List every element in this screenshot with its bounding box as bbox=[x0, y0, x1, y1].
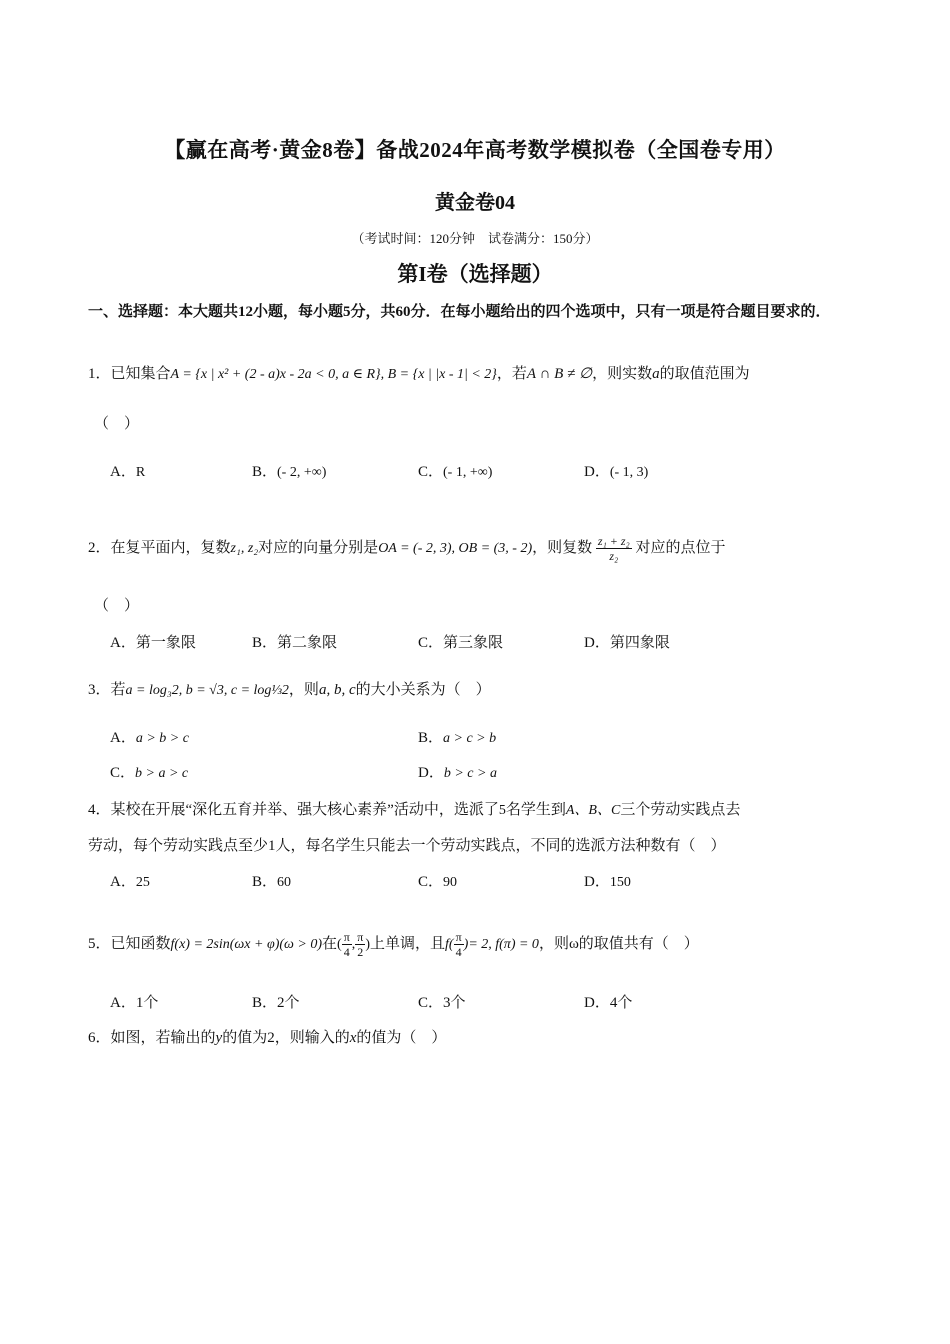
option-b[interactable]: B．第二象限 bbox=[252, 635, 338, 651]
exam-info: （考试时间：120分钟 试卷满分：150分） bbox=[351, 231, 599, 246]
question-5-stem: 5．已知函数f(x) = 2sin(ωx + φ)(ω > 0)在( $\frac{\pi}{4}$ , $\frac{\pi}{2}$ )上单调，且f( $\frac{\pi}{4}$ )= 2, f(π) = 0，则ω的取值共有（ ） bbox=[88, 930, 699, 959]
function-formula: f(x) = 2sin(ωx + φ)(ω > 0) bbox=[170, 936, 323, 952]
question-number: 5． bbox=[88, 935, 111, 952]
option-a[interactable]: A．25 bbox=[110, 874, 150, 890]
option-c[interactable]: C．b > a > c bbox=[110, 765, 189, 781]
sub-title: 黄金卷04 bbox=[435, 192, 515, 214]
set-b-formula: , B = {x | |x - 1| < 2} bbox=[380, 367, 497, 382]
option-d[interactable]: D．4个 bbox=[584, 995, 633, 1011]
complex-fraction: $\frac{\text{z₁ + z₂}}{\text{z₂}}$ bbox=[597, 534, 630, 563]
option-c[interactable]: C．第三象限 bbox=[418, 635, 504, 651]
question-1-stem: 1．已知集合A = {x | x² + (2 - a)x - 2a < 0, a ∈ R}, B = {x | |x - 1| < 2}，若A ∩ B ≠ ∅，则实数a的取值范围为 bbox=[88, 366, 750, 382]
interval-left-fraction: $\frac{\pi}{4}$ bbox=[343, 930, 350, 959]
option-d[interactable]: D．b > c > a bbox=[418, 765, 497, 781]
option-a[interactable]: A．R bbox=[110, 464, 146, 480]
option-a[interactable]: A．第一象限 bbox=[110, 635, 196, 651]
option-a[interactable]: A．a > b > c bbox=[110, 730, 189, 746]
question-4-stem-line2: 劳动，每个劳动实践点至少1人，每名学生只能去一个劳动实践点，不同的选派方法种数有（ ） bbox=[88, 838, 726, 854]
section-instructions: 一、选择题：本大题共12小题，每小题5分，共60分．在每小题给出的四个选项中，只有一项是符合题目要求的． bbox=[88, 304, 831, 320]
option-b[interactable]: B．60 bbox=[252, 874, 292, 890]
option-b[interactable]: B．2个 bbox=[252, 995, 300, 1011]
question-number: 1． bbox=[88, 366, 111, 382]
question-number: 2． bbox=[88, 539, 111, 556]
question-4-stem-line1: 4．某校在开展“深化五育并举、强大核心素养”活动中，选派了5名学生到A、B、C三个劳动实践点去 bbox=[88, 802, 741, 818]
option-b[interactable]: B．(- 2, +∞) bbox=[252, 464, 327, 480]
option-c[interactable]: C．(- 1, +∞) bbox=[418, 464, 493, 480]
main-title: 【赢在高考·黄金8卷】备战2024年高考数学模拟卷（全国卷专用） bbox=[164, 138, 786, 162]
option-d[interactable]: D．150 bbox=[584, 874, 631, 890]
option-a[interactable]: A．1个 bbox=[110, 995, 159, 1011]
question-number: 3． bbox=[88, 682, 111, 698]
interval-right-fraction: $\frac{\pi}{2}$ bbox=[357, 930, 364, 959]
question-2-stem: 2．在复平面内，复数z₁, z₂对应的向量分别是OA = (- 2, 3), OB = (3, - 2)，则复数 $\frac{\text{z₁ + z₂}}{\text{z₂}}$ 对应的点位于 bbox=[88, 534, 726, 563]
question-3-stem: 3．若a = log₃2, b = √3, c = log⅓2，则a, b, c的大小关系为（ ） bbox=[88, 682, 491, 698]
option-c[interactable]: C．3个 bbox=[418, 995, 466, 1011]
intersection-condition: A ∩ B ≠ ∅ bbox=[526, 366, 593, 382]
log-expression: a = log₃2, b = √3, c = log⅓2 bbox=[125, 683, 289, 698]
question-2-paren: （ ） bbox=[94, 598, 140, 614]
set-a-formula: A = {x | x² + (2 - a)x - 2a < 0, a ∈ R} bbox=[170, 367, 381, 382]
vector-formula: OA = (- 2, 3), OB = (3, - 2) bbox=[378, 540, 533, 556]
condition-fraction: $\frac{\pi}{4}$ bbox=[455, 930, 462, 959]
question-6-stem: 6．如图，若输出的y的值为2，则输入的x的值为（ ） bbox=[88, 1030, 447, 1046]
option-c[interactable]: C．90 bbox=[418, 874, 458, 890]
option-b[interactable]: B．a > c > b bbox=[418, 730, 497, 746]
option-d[interactable]: D．第四象限 bbox=[584, 635, 670, 651]
question-number: 6． bbox=[88, 1030, 111, 1046]
question-1-paren: （ ） bbox=[94, 416, 140, 432]
question-number: 4． bbox=[88, 802, 111, 818]
option-d[interactable]: D．(- 1, 3) bbox=[584, 464, 649, 480]
volume-title: 第I卷（选择题） bbox=[397, 262, 553, 286]
